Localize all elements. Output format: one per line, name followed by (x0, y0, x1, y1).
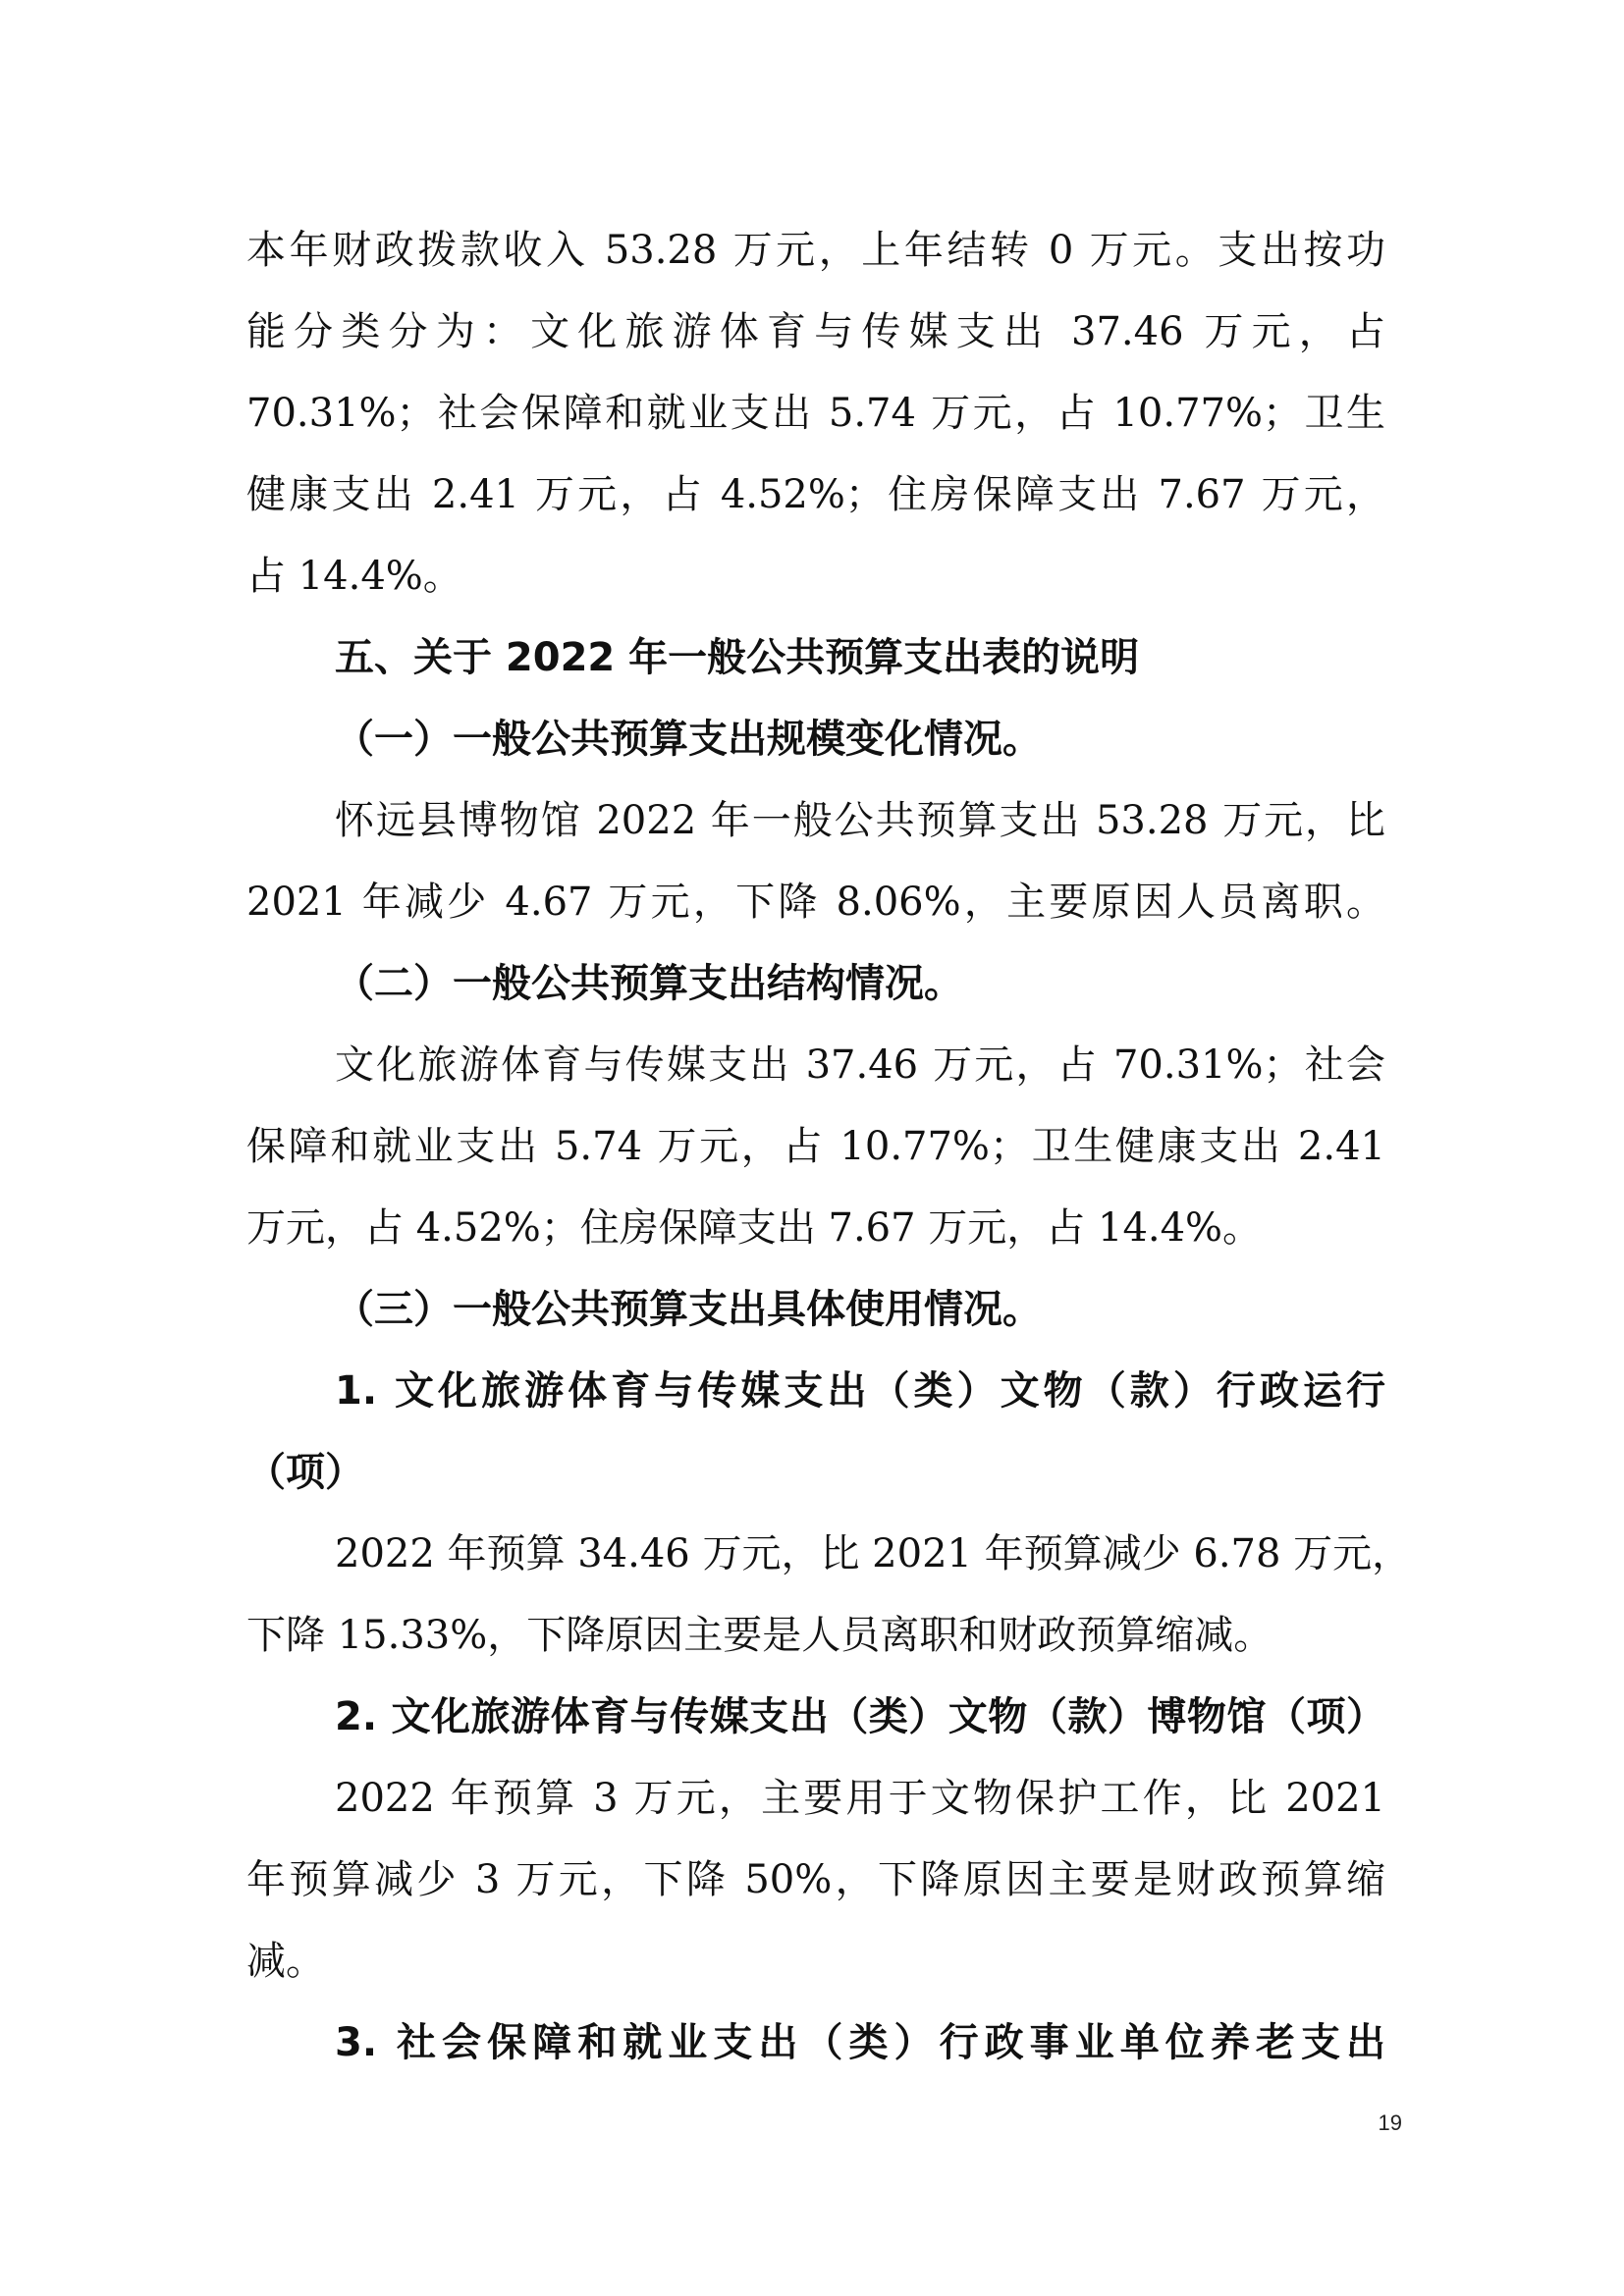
body-line: 占 14.4%。 (246, 554, 462, 599)
body-line: 保障和就业支出 5.74 万元，占 10.77%；卫生健康支出 2.41 (246, 1124, 1385, 1169)
body-line: 2021 年减少 4.67 万元，下降 8.06%，主要原因人员离职。 (246, 880, 1385, 925)
body-line: 能分类分为：文化旅游体育与传媒支出 37.46 万元，占 (246, 309, 1385, 354)
body-line: 减。 (246, 1939, 325, 1984)
body-line: 下降 15.33%，下降原因主要是人员离职和财政预算缩减。 (246, 1613, 1273, 1658)
body-line: 万元，占 4.52%；住房保障支出 7.67 万元，占 14.4%。 (246, 1205, 1263, 1251)
body-line: 健康支出 2.41 万元，占 4.52%；住房保障支出 7.67 万元， (246, 472, 1385, 517)
body-line: 本年财政拨款收入 53.28 万元，上年结转 0 万元。支出按功 (246, 228, 1385, 273)
body-line: 2022 年预算 3 万元，主要用于文物保护工作，比 2021 (335, 1776, 1385, 1821)
subsection-heading: （一）一般公共预算支出规模变化情况。 (335, 717, 1042, 762)
body-line: 怀远县博物馆 2022 年一般公共预算支出 53.28 万元，比 (335, 798, 1385, 843)
body-line: 2022 年预算 34.46 万元，比 2021 年预算减少 6.78 万元， (335, 1531, 1412, 1576)
page-number: 19 (1378, 2110, 1402, 2135)
body-line: 70.31%；社会保障和就业支出 5.74 万元，占 10.77%；卫生 (246, 391, 1385, 436)
body-line: 年预算减少 3 万元，下降 50%，下降原因主要是财政预算缩 (246, 1857, 1385, 1902)
item-heading: （项） (246, 1450, 364, 1495)
body-line: 文化旅游体育与传媒支出 37.46 万元，占 70.31%；社会 (335, 1042, 1385, 1088)
subsection-heading: （三）一般公共预算支出具体使用情况。 (335, 1287, 1042, 1332)
subsection-heading: （二）一般公共预算支出结构情况。 (335, 961, 963, 1006)
section-heading: 五、关于 2022 年一般公共预算支出表的说明 (335, 635, 1140, 680)
item-heading: 1. 文化旅游体育与传媒支出（类）文物（款）行政运行 (335, 1368, 1385, 1414)
item-heading: 3. 社会保障和就业支出（类）行政事业单位养老支出 (335, 2020, 1385, 2065)
item-heading: 2. 文化旅游体育与传媒支出（类）文物（款）博物馆（项） (335, 1694, 1385, 1739)
